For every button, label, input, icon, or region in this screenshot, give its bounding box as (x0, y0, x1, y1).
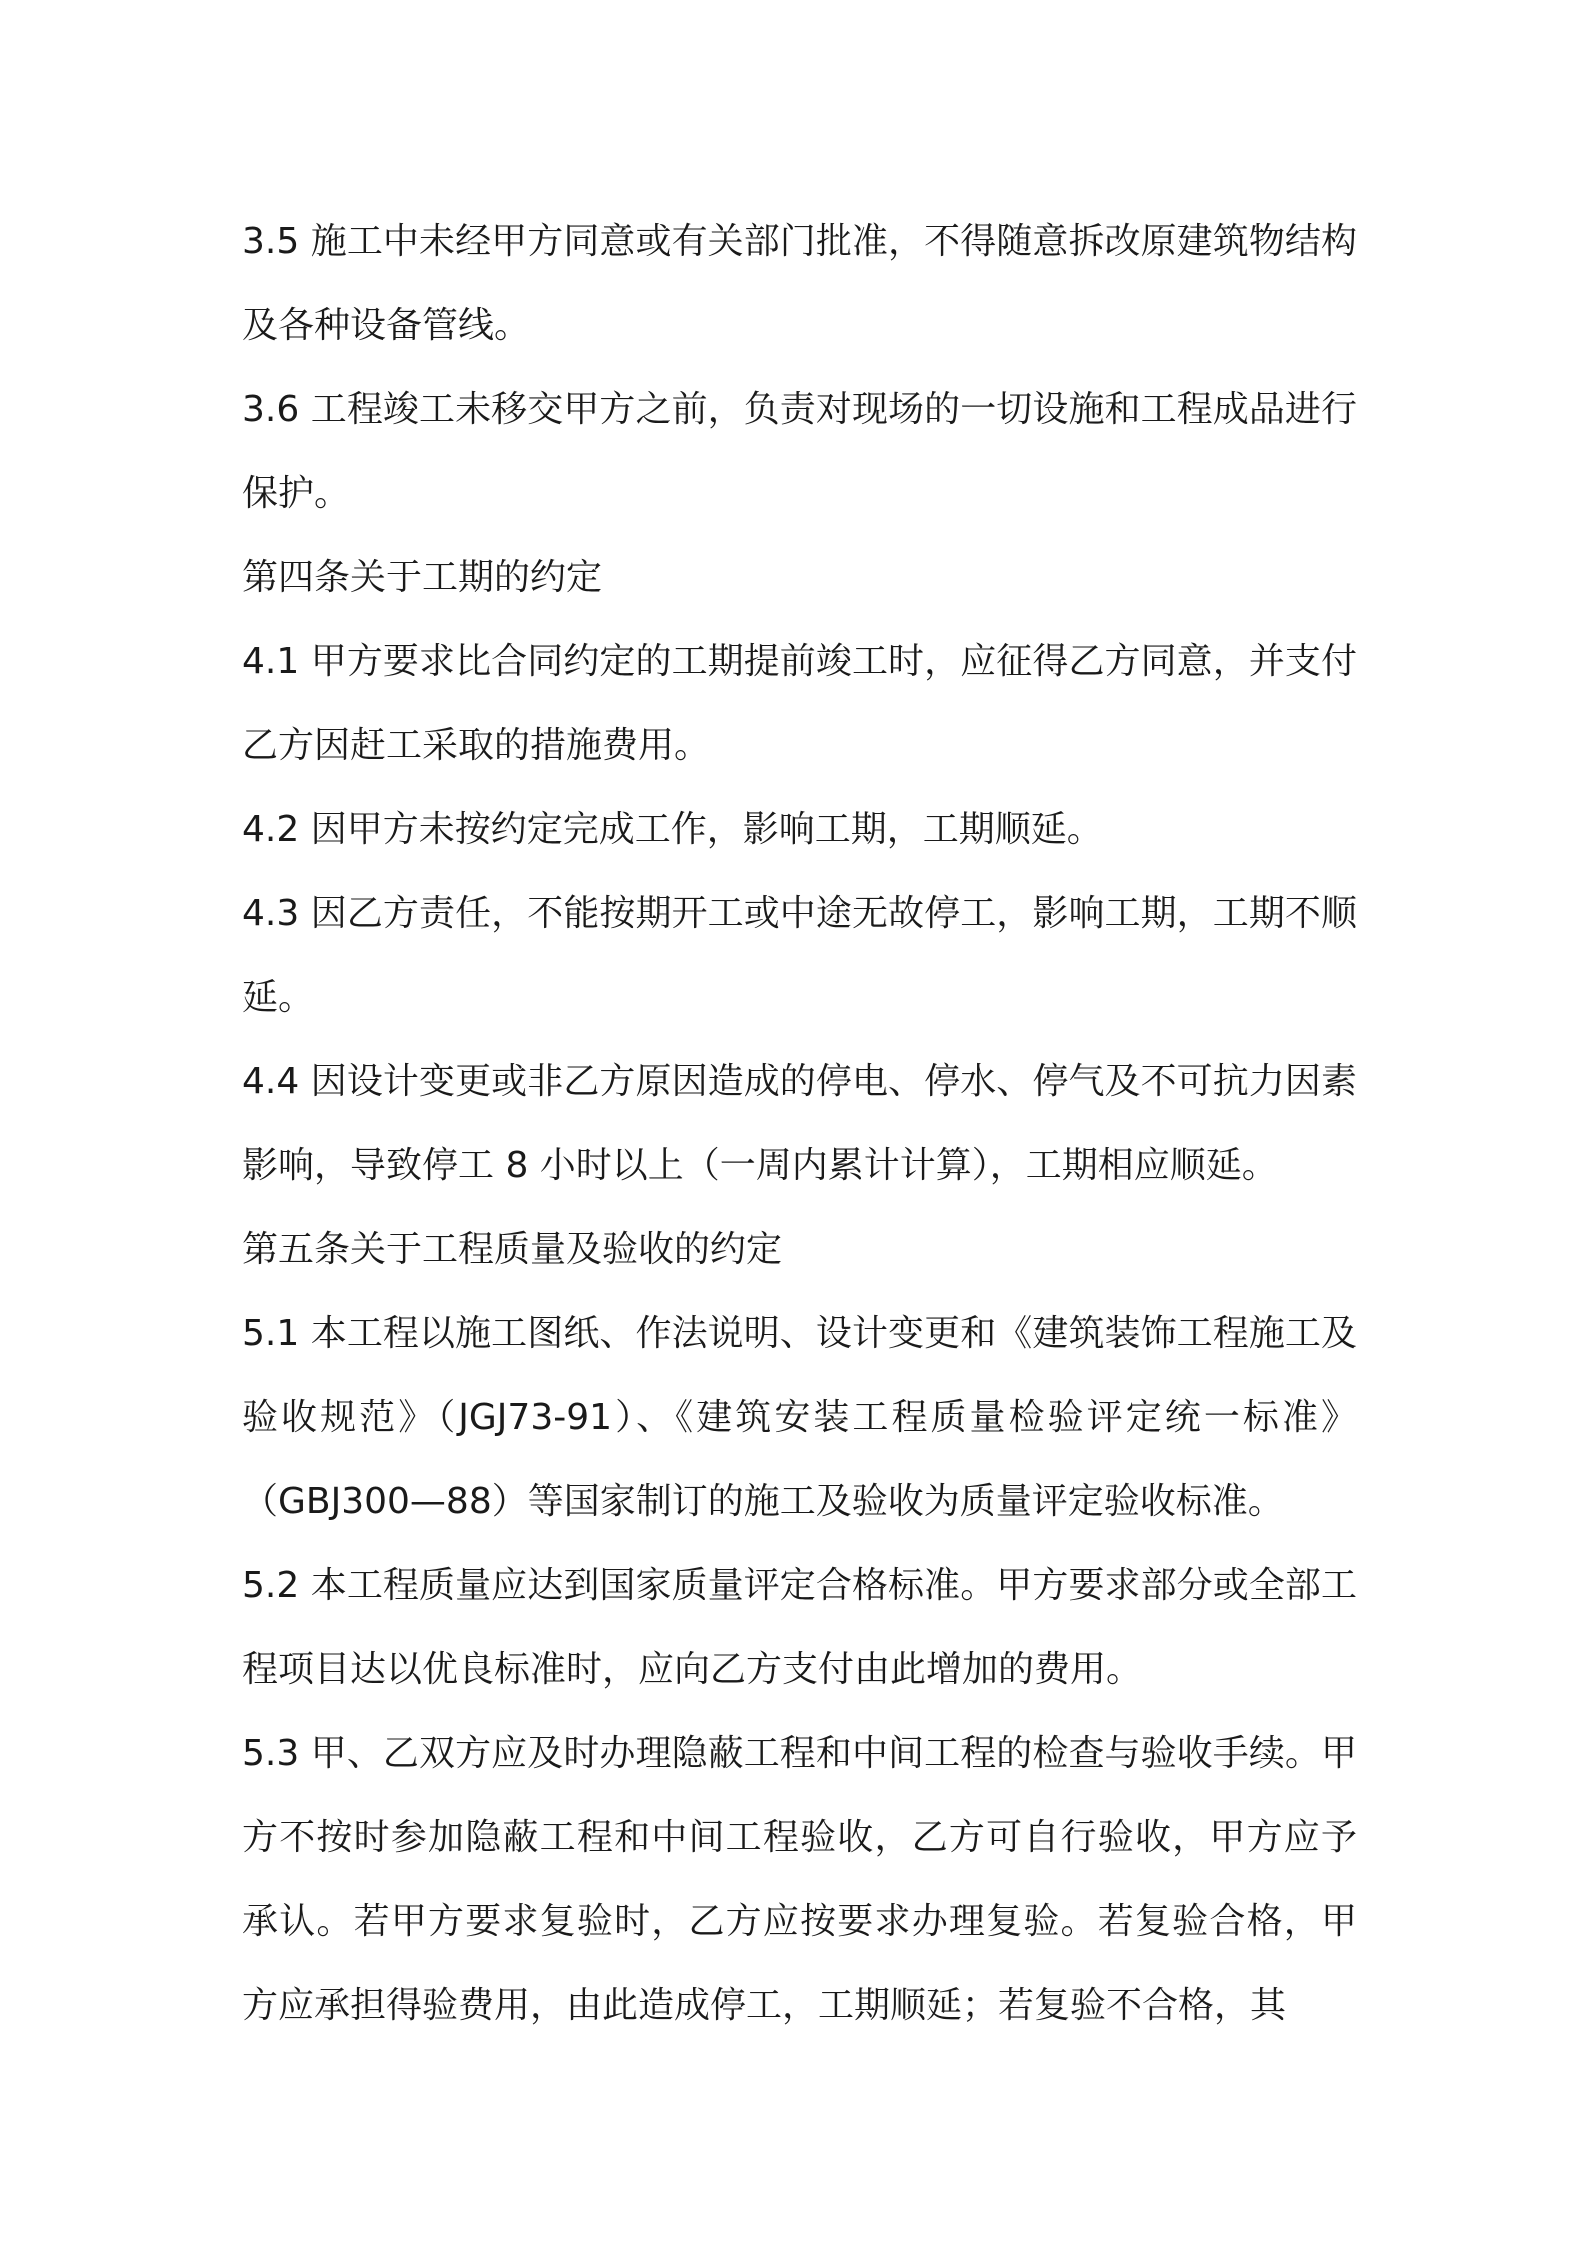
clause-4-2: 4.2 因甲方未按约定完成工作，影响工期，工期顺延。 (242, 809, 1103, 850)
clause-3-6: 3.6 工程竣工未移交甲方之前，负责对现场的一切设施和工程成品进行保护。 (242, 389, 1357, 514)
section-heading-article-4: 第四条关于工期的约定 (242, 557, 603, 598)
clause-5-3: 5.3 甲、乙双方应及时办理隐蔽工程和中间工程的检查与验收手续。甲方不按时参加隐蔽工程和中间工程验收，乙方可自行验收，甲方应予承认。若甲方要求复验时，乙方应按要求办理复验。若复验合格，甲方应承担得验费用，由此造成停工，工期顺延；若复验不合格，其 (242, 1733, 1357, 2026)
document-body (242, 200, 1357, 2048)
clause-4-4: 4.4 因设计变更或非乙方原因造成的停电、停水、停气及不可抗力因素影响，导致停工 8 小时以上（一周内累计计算），工期相应顺延。 (242, 1061, 1357, 1186)
clause-5-2: 5.2 本工程质量应达到国家质量评定合格标准。甲方要求部分或全部工程项目达以优良标准时，应向乙方支付由此增加的费用。 (242, 1565, 1357, 1690)
section-heading-article-5: 第五条关于工程质量及验收的约定 (242, 1229, 783, 1270)
clause-4-1: 4.1 甲方要求比合同约定的工期提前竣工时，应征得乙方同意，并支付乙方因赶工采取的措施费用。 (242, 641, 1357, 766)
clause-3-5: 3.5 施工中未经甲方同意或有关部门批准，不得随意拆改原建筑物结构及各种设备管线。 (242, 221, 1357, 346)
clause-5-1: 5.1 本工程以施工图纸、作法说明、设计变更和《建筑装饰工程施工及验收规范》（JGJ73-91）、《建筑安装工程质量检验评定统一标准》（GBJ300—88）等国家制订的施工及验收为质量评定验收标准。 (242, 1313, 1357, 1522)
clause-4-3: 4.3 因乙方责任，不能按期开工或中途无故停工，影响工期，工期不顺延。 (242, 893, 1357, 1018)
